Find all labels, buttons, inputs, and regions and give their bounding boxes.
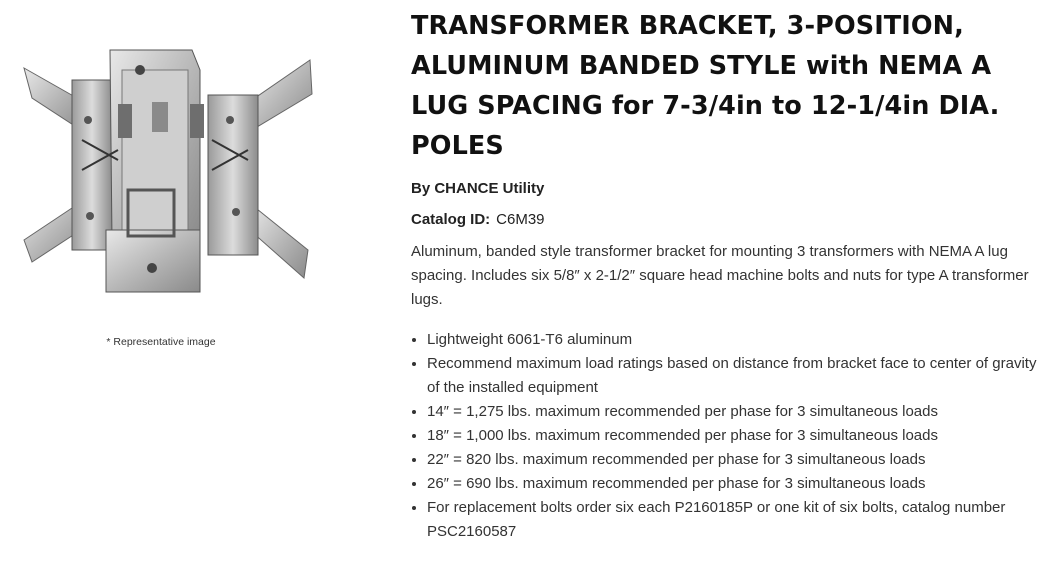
feature-item: • 26″ = 690 lbs. maximum recommended per phase for 3 simultaneous loads (427, 472, 1041, 496)
product-image (22, 40, 314, 298)
feature-list (411, 328, 1041, 544)
image-caption: * Representative image (106, 336, 216, 348)
product-details (411, 6, 1041, 544)
catalog-id-value: C6M39 (496, 211, 545, 228)
feature-item: • 18″ = 1,000 lbs. maximum recommended per phase for 3 simultaneous loads (427, 424, 1041, 448)
product-description: Aluminum, banded style transformer bracket for mounting 3 transformers with NEMA A lug spacing. Includes six 5/8″ x 2-1/2″ square head machine bolts and nuts for type A transformer lugs. (411, 243, 1029, 308)
product-title: TRANSFORMER BRACKET, 3-POSITION, ALUMINUM BANDED STYLE with NEMA A LUG SPACING for 7-3/4in to 12-1/4in DIA. POLES (411, 11, 1000, 161)
feature-item: • 14″ = 1,275 lbs. maximum recommended per phase for 3 simultaneous loads (427, 400, 1041, 424)
feature-item: • 22″ = 820 lbs. maximum recommended per phase for 3 simultaneous loads (427, 448, 1041, 472)
catalog-id-row (411, 210, 1041, 230)
feature-item: • Lightweight 6061-T6 aluminum (427, 328, 1041, 352)
catalog-id-label: Catalog ID: (411, 211, 491, 228)
feature-item: • Recommend maximum load ratings based on distance from bracket face to center of gravity of the installed equipment (427, 352, 1041, 400)
brand-line: By CHANCE Utility (411, 180, 545, 197)
product-image-column (0, 0, 330, 576)
feature-item: • For replacement bolts order six each P2160185P or one kit of six bolts, catalog number PSC2160587 (427, 496, 1041, 544)
